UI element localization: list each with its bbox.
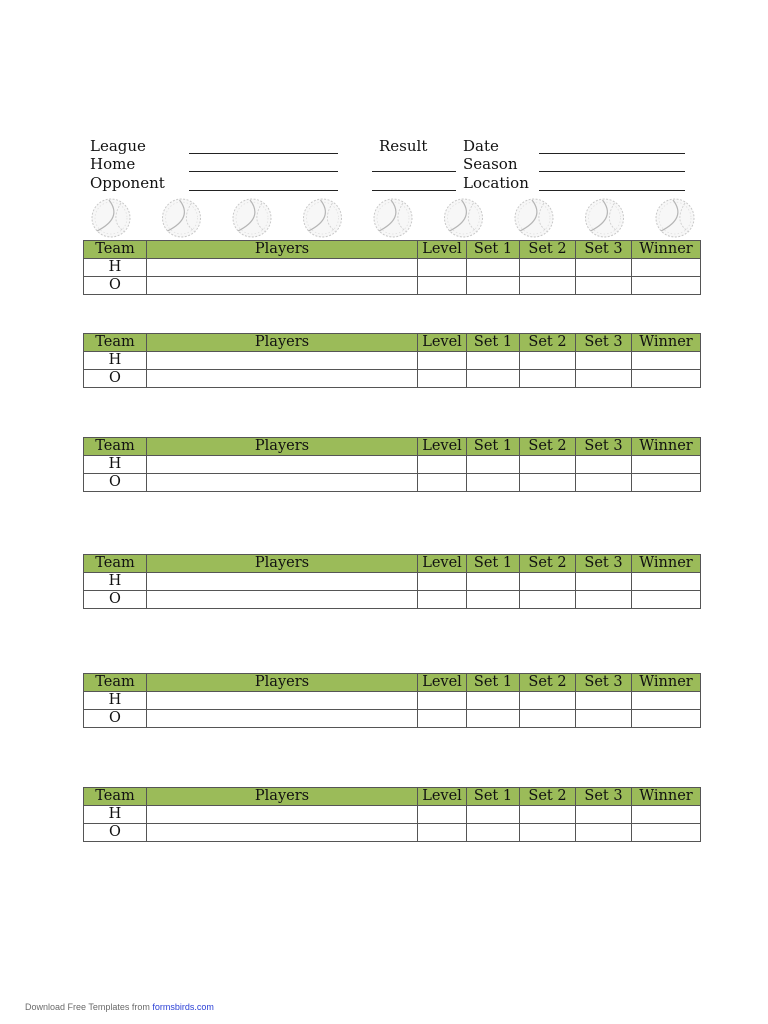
level-cell[interactable] (418, 573, 467, 591)
winner-cell[interactable] (632, 591, 701, 609)
header-players: Players (147, 438, 418, 456)
players-cell[interactable] (147, 710, 418, 728)
tennis-ball-icon (163, 199, 201, 237)
winner-cell[interactable] (632, 352, 701, 370)
tennis-ball-icon (515, 199, 553, 237)
team-code: H (84, 573, 147, 591)
team-code: O (84, 370, 147, 388)
team-code: H (84, 259, 147, 277)
header-players: Players (147, 674, 418, 692)
winner-cell[interactable] (632, 824, 701, 842)
header-level: Level (418, 555, 467, 573)
level-cell[interactable] (418, 370, 467, 388)
set-2-cell[interactable] (520, 710, 576, 728)
header-set-3: Set 3 (576, 334, 632, 352)
table-row (84, 352, 701, 370)
tennis-ball-icon (586, 199, 624, 237)
table-row (84, 806, 701, 824)
header-set-1: Set 1 (467, 241, 520, 259)
players-cell[interactable] (147, 573, 418, 591)
table-header-row (84, 674, 701, 692)
level-cell[interactable] (418, 806, 467, 824)
header-level: Level (418, 674, 467, 692)
result-label: Result (379, 137, 428, 155)
header-team: Team (84, 674, 147, 692)
winner-cell[interactable] (632, 370, 701, 388)
tennis-ball-row (84, 196, 704, 240)
level-cell[interactable] (418, 824, 467, 842)
players-cell[interactable] (147, 824, 418, 842)
players-cell[interactable] (147, 352, 418, 370)
header-team: Team (84, 555, 147, 573)
footer-prefix: Download Free Templates from (25, 1002, 153, 1012)
tennis-ball-icon (304, 199, 342, 237)
level-cell[interactable] (418, 710, 467, 728)
team-code: O (84, 591, 147, 609)
header-set-2: Set 2 (520, 438, 576, 456)
header-set-2: Set 2 (520, 334, 576, 352)
winner-cell[interactable] (632, 692, 701, 710)
header-set-2: Set 2 (520, 788, 576, 806)
table-row (84, 259, 701, 277)
header-set-3: Set 3 (576, 674, 632, 692)
players-cell[interactable] (147, 277, 418, 295)
set-1-cell[interactable] (467, 573, 520, 591)
footer-link[interactable]: formsbirds.com (152, 1002, 214, 1012)
tennis-ball-icon (92, 199, 130, 237)
set-1-cell[interactable] (467, 259, 520, 277)
season-field[interactable] (539, 171, 685, 172)
opponent-field[interactable] (189, 190, 338, 191)
match-table (83, 333, 701, 388)
team-code: H (84, 456, 147, 474)
footer (25, 1002, 214, 1012)
set-2-cell[interactable] (520, 573, 576, 591)
set-2-cell[interactable] (520, 806, 576, 824)
set-3-cell[interactable] (576, 692, 632, 710)
match-table (83, 787, 701, 842)
set-2-cell[interactable] (520, 824, 576, 842)
winner-cell[interactable] (632, 806, 701, 824)
league-field[interactable] (189, 153, 338, 154)
location-label: Location (463, 174, 529, 192)
set-2-cell[interactable] (520, 352, 576, 370)
match-table (83, 554, 701, 609)
set-2-cell[interactable] (520, 474, 576, 492)
header-team: Team (84, 438, 147, 456)
result-home-field[interactable] (372, 171, 456, 172)
set-3-cell[interactable] (576, 591, 632, 609)
table-row (84, 474, 701, 492)
players-cell[interactable] (147, 591, 418, 609)
table-row (84, 591, 701, 609)
header-set-1: Set 1 (467, 555, 520, 573)
team-code: O (84, 474, 147, 492)
players-cell[interactable] (147, 806, 418, 824)
header-winner: Winner (632, 674, 701, 692)
level-cell[interactable] (418, 692, 467, 710)
date-field[interactable] (539, 153, 685, 154)
match-table (83, 673, 701, 728)
header-set-1: Set 1 (467, 438, 520, 456)
tennis-ball-icon (656, 199, 694, 237)
header-winner: Winner (632, 334, 701, 352)
set-3-cell[interactable] (576, 352, 632, 370)
header-players: Players (147, 788, 418, 806)
set-1-cell[interactable] (467, 692, 520, 710)
tennis-ball-icon (233, 199, 271, 237)
table-row (84, 692, 701, 710)
header-winner: Winner (632, 788, 701, 806)
match-table (83, 437, 701, 492)
set-1-cell[interactable] (467, 710, 520, 728)
set-2-cell[interactable] (520, 692, 576, 710)
header-set-1: Set 1 (467, 788, 520, 806)
header-set-2: Set 2 (520, 674, 576, 692)
home-field[interactable] (189, 171, 338, 172)
tennis-ball-icon (374, 199, 412, 237)
level-cell[interactable] (418, 591, 467, 609)
set-1-cell[interactable] (467, 370, 520, 388)
team-code: H (84, 806, 147, 824)
set-1-cell[interactable] (467, 591, 520, 609)
set-2-cell[interactable] (520, 277, 576, 295)
set-1-cell[interactable] (467, 277, 520, 295)
league-label: League (90, 137, 146, 155)
set-3-cell[interactable] (576, 573, 632, 591)
players-cell[interactable] (147, 474, 418, 492)
set-3-cell[interactable] (576, 710, 632, 728)
season-label: Season (463, 155, 518, 173)
team-code: H (84, 352, 147, 370)
header-set-3: Set 3 (576, 555, 632, 573)
set-1-cell[interactable] (467, 352, 520, 370)
winner-cell[interactable] (632, 456, 701, 474)
winner-cell[interactable] (632, 710, 701, 728)
players-cell[interactable] (147, 692, 418, 710)
set-1-cell[interactable] (467, 824, 520, 842)
players-cell[interactable] (147, 259, 418, 277)
table-header-row (84, 555, 701, 573)
header-set-3: Set 3 (576, 438, 632, 456)
header-level: Level (418, 788, 467, 806)
set-2-cell[interactable] (520, 456, 576, 474)
table-row (84, 710, 701, 728)
team-code: O (84, 710, 147, 728)
set-3-cell[interactable] (576, 277, 632, 295)
set-3-cell[interactable] (576, 806, 632, 824)
players-cell[interactable] (147, 370, 418, 388)
header-winner: Winner (632, 555, 701, 573)
location-field[interactable] (539, 190, 685, 191)
date-label: Date (463, 137, 499, 155)
team-code: H (84, 692, 147, 710)
winner-cell[interactable] (632, 573, 701, 591)
set-1-cell[interactable] (467, 456, 520, 474)
result-opponent-field[interactable] (372, 190, 456, 191)
level-cell[interactable] (418, 474, 467, 492)
header-set-2: Set 2 (520, 555, 576, 573)
level-cell[interactable] (418, 259, 467, 277)
table-row (84, 824, 701, 842)
level-cell[interactable] (418, 352, 467, 370)
home-label: Home (90, 155, 136, 173)
header-set-3: Set 3 (576, 241, 632, 259)
winner-cell[interactable] (632, 259, 701, 277)
set-3-cell[interactable] (576, 259, 632, 277)
match-table (83, 240, 701, 295)
team-code: O (84, 824, 147, 842)
set-3-cell[interactable] (576, 456, 632, 474)
tennis-ball-icon (445, 199, 483, 237)
level-cell[interactable] (418, 456, 467, 474)
winner-cell[interactable] (632, 277, 701, 295)
table-row (84, 370, 701, 388)
team-code: O (84, 277, 147, 295)
set-2-cell[interactable] (520, 591, 576, 609)
players-cell[interactable] (147, 456, 418, 474)
table-header-row (84, 438, 701, 456)
set-1-cell[interactable] (467, 806, 520, 824)
winner-cell[interactable] (632, 474, 701, 492)
header-players: Players (147, 241, 418, 259)
set-3-cell[interactable] (576, 824, 632, 842)
header-set-2: Set 2 (520, 241, 576, 259)
table-row (84, 277, 701, 295)
header-set-3: Set 3 (576, 788, 632, 806)
set-3-cell[interactable] (576, 474, 632, 492)
header-winner: Winner (632, 438, 701, 456)
header-players: Players (147, 555, 418, 573)
set-2-cell[interactable] (520, 259, 576, 277)
header-team: Team (84, 241, 147, 259)
header-level: Level (418, 438, 467, 456)
table-row (84, 573, 701, 591)
header-set-1: Set 1 (467, 674, 520, 692)
header-set-1: Set 1 (467, 334, 520, 352)
set-1-cell[interactable] (467, 474, 520, 492)
set-3-cell[interactable] (576, 370, 632, 388)
header-team: Team (84, 334, 147, 352)
table-header-row (84, 334, 701, 352)
header-winner: Winner (632, 241, 701, 259)
set-2-cell[interactable] (520, 370, 576, 388)
table-header-row (84, 241, 701, 259)
header-level: Level (418, 334, 467, 352)
opponent-label: Opponent (90, 174, 165, 192)
header-level: Level (418, 241, 467, 259)
table-row (84, 456, 701, 474)
header-team: Team (84, 788, 147, 806)
header-players: Players (147, 334, 418, 352)
table-header-row (84, 788, 701, 806)
level-cell[interactable] (418, 277, 467, 295)
